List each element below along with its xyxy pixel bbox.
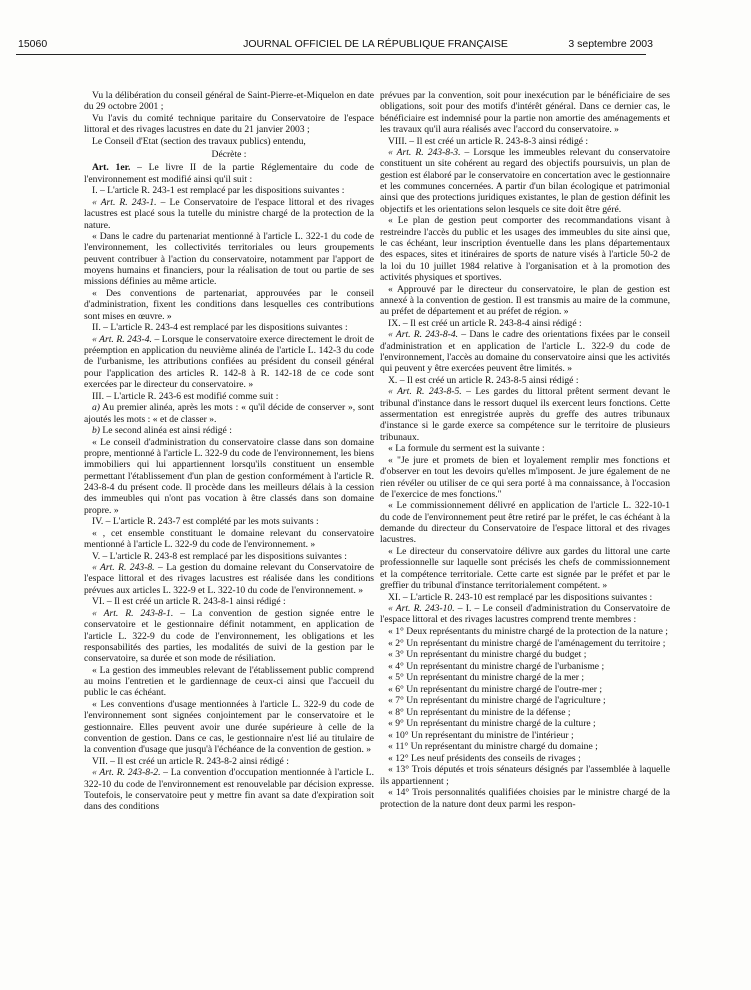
paragraph — [380, 284, 670, 318]
paragraph-text: – Dans le cadre des orientations fixées par le conseil d'administration et en application de l'article L. 322-9 du code de l'environnement, l'accès au domaine du conservatoire ainsi que les activités qui peuvent y être exercées peuvent être limités. » — [380, 329, 670, 375]
left-column — [84, 90, 374, 813]
paragraph — [380, 603, 670, 626]
paragraph — [84, 608, 374, 665]
paragraph — [84, 402, 374, 425]
paragraph — [380, 500, 670, 545]
paragraph-text: « 9° Un représentant du ministre chargé de la culture ; — [388, 718, 596, 730]
journal-title: JOURNAL OFFICIEL DE LA RÉPUBLIQUE FRANÇAISE — [243, 38, 508, 50]
paragraph-text: « 5° Un représentant du ministre chargé de la mer ; — [388, 672, 585, 684]
page-number: 15060 — [18, 38, 48, 50]
paragraph — [84, 551, 374, 562]
paragraph — [84, 425, 374, 436]
article-reference: b) — [92, 425, 100, 437]
paragraph — [380, 753, 670, 764]
paragraph — [380, 136, 670, 147]
paragraph — [380, 649, 670, 660]
publication-date: 3 septembre 2003 — [568, 38, 653, 50]
paragraph — [84, 437, 374, 516]
paragraph — [84, 767, 374, 812]
paragraph-text: – Le Conservatoire de l'espace littoral et des rivages lacustres est placé sous la tutelle du ministre chargé de la protection de la nature. — [84, 196, 374, 231]
paragraph — [380, 787, 670, 810]
paragraph-text: « 6° Un représentant du ministre chargé de l'outre-mer ; — [388, 683, 602, 695]
paragraph-text: « 14° Trois personnalités qualifiées choisies par le ministre chargé de la protection de la nature dont deux parmi les respon- — [380, 787, 670, 810]
paragraph — [380, 443, 670, 454]
paragraph — [380, 695, 670, 706]
paragraph-text: I. – L'article R. 243-1 est remplacé par les dispositions suivantes : — [92, 185, 345, 197]
paragraph — [84, 185, 374, 196]
paragraph — [380, 730, 670, 741]
paragraph-text: X. – Il est créé un article R. 243-8-5 ainsi rédigé : — [388, 374, 579, 386]
paragraph-text: – Le livre II de la partie Réglementaire du code de l'environnement est modifié ainsi qu'il suit : — [84, 162, 374, 185]
paragraph-text: XI. – L'article R. 243-10 est remplacé par les dispositions suivantes : — [388, 591, 653, 603]
paragraph — [380, 215, 670, 283]
paragraph-text: prévues par la convention, soit pour inexécution par le bénéficiaire de ses obligations, soit pour des motifs d'intérêt général. Dans ce dernier cas, le bénéficiaire est indemnisé pour la partie non amortie des aménagements et les travaux qu'il aura réalisés avec l'accord du conservatoire. » — [380, 90, 670, 136]
paragraph — [84, 288, 374, 322]
paragraph-text: VIII. – Il est créé un article R. 243-8-3 ainsi rédigé : — [388, 135, 589, 147]
paragraph — [84, 562, 374, 596]
paragraph-text: Vu la délibération du conseil général de Saint-Pierre-et-Miquelon en date du 29 octobre 2001 ; — [84, 90, 374, 113]
article-reference: « Art. R. 243-8. — [92, 562, 155, 574]
paragraph — [84, 197, 374, 231]
header-rule — [16, 54, 646, 55]
article-reference: a) — [92, 402, 100, 414]
paragraph-text: « Des conventions de partenariat, approuvées par le conseil d'administration, fixent les conditions dans lesquelles ces contributions sont mises en œuvre. » — [84, 287, 374, 322]
paragraph-text: « "Je jure et promets de bien et loyalement remplir mes fonctions et d'observer en tout les devoirs qu'elles m'imposent. Je jure également de ne rien révéler ou utiliser de ce qui sera porté à ma connaissance, à l'occasion de l'exercice de mes fonctions." — [380, 454, 670, 500]
paragraph — [380, 741, 670, 752]
paragraph-text: VI. – Il est créé un article R. 243-8-1 ainsi rédigé : — [92, 596, 286, 608]
paragraph — [84, 699, 374, 756]
paragraph-text: « 7° Un représentant du ministre chargé de l'agriculture ; — [388, 695, 606, 707]
paragraph-text: IX. – Il est créé un article R. 243-8-4 ainsi rédigé : — [388, 317, 582, 329]
paragraph-text: Le Conseil d'Etat (section des travaux publics) entendu, — [92, 135, 306, 147]
paragraph-text: – Lorsque le conservatoire exerce directement le droit de préemption en application du neuvième alinéa de l'article L. 142-3 du code de l'urbanisme, les attributions confiées au président du conseil général pour l'application des articles R. 142-8 à R. 142-18 de ce code sont exercées par le directeur du conservatoire. » — [84, 333, 374, 391]
paragraph — [380, 764, 670, 787]
paragraph-text: Décrète : — [211, 149, 247, 161]
paragraph-text: Le second alinéa est ainsi rédigé : — [100, 425, 232, 437]
paragraph-text: – Les gardes du littoral prêtent serment devant le tribunal d'instance dans le ressort duquel ils exercent leurs fonctions. Cette assermentation est enregistrée auprès du greffe des autres tribunaux d'instance si le garde exerce sa compétence sur le territoire de plusieurs tribunaux. — [380, 386, 670, 443]
paragraph — [84, 516, 374, 527]
paragraph-text: – La gestion du domaine relevant du Conservatoire de l'espace littoral et des rivages lacustres est réalisée dans les conditions prévues aux articles L. 322-9 et L. 322-10 du code de l'environnement. » — [84, 562, 374, 596]
paragraph-text: « Le plan de gestion peut comporter des recommandations visant à restreindre l'accès du public et les usages des immeubles du site ainsi que, le cas échéant, leur inscription éventuelle dans les plans départementaux des espaces, sites et itinéraires de sports de nature visés à l'article 50-2 de la loi du 10 juillet 1984 relative à l'organisation et à la promotion des activités physiques et sportives. — [380, 215, 670, 284]
paragraph — [84, 596, 374, 607]
paragraph-text: « La formule du serment est la suivante : — [388, 443, 545, 455]
paragraph — [84, 162, 374, 185]
paragraph-text: IV. – L'article R. 243-7 est complété par les mots suivants : — [92, 516, 319, 528]
article-reference: « Art. R. 243-8-1. — [92, 607, 174, 619]
right-column — [380, 90, 670, 810]
article-reference: « Art. R. 243-8-2. — [92, 767, 161, 779]
paragraph — [380, 718, 670, 729]
article-reference: « Art. R. 243-8-5. — [388, 386, 462, 398]
paragraph-text: Au premier alinéa, après les mots : « qu'il décide de conserver », sont ajoutés les mots : « et de classer ». — [84, 402, 374, 425]
paragraph-text: Vu l'avis du comité technique paritaire du Conservatoire de l'espace littoral et des rivages lacustres en date du 21 janvier 2003 ; — [84, 112, 374, 136]
paragraph — [84, 113, 374, 136]
paragraph-text: – Lorsque les immeubles relevant du conservatoire constituent un site cohérent au regard des objectifs poursuivis, un plan de gestion est élaboré par le conservatoire en concertation avec le gestionnaire et les communes concernées. A partir d'un bilan écologique et patrimonial ainsi que des protections juridiques existantes, le plan de gestion définit les objectifs et les orientations selon lesquels ce site doit être géré. — [380, 147, 670, 215]
paragraph-text: « 4° Un représentant du ministre chargé de l'urbanisme ; — [388, 660, 605, 672]
paragraph — [380, 90, 670, 135]
paragraph-text: – La convention de gestion signée entre le conservatoire et le gestionnaire définit notamment, en application de l'article L. 322-9 du code de l'environnement, les obligations et les responsabilités des parties, les modalités de suivi de la gestion par le conservatoire, sa durée et son mode de résiliation. — [84, 607, 374, 665]
paragraph-text: « Le directeur du conservatoire délivre aux gardes du littoral une carte professionnelle sur laquelle sont précisés les chefs de commissionnement et la compétence territoriale. Cette carte est signée par le préfet et par le greffier du tribunal d'instance territorialement compétent. » — [380, 546, 670, 592]
paragraph-text: « 3° Un représentant du ministre chargé du budget ; — [388, 649, 587, 661]
article-reference: « Art. R. 243-8-3. — [388, 147, 461, 159]
paragraph — [380, 147, 670, 215]
paragraph-text: « 8° Un représentant du ministre de la défense ; — [388, 706, 571, 718]
paragraph-text: II. – L'article R. 243-4 est remplacé par les dispositions suivantes : — [92, 322, 348, 334]
paragraph — [380, 684, 670, 695]
paragraph — [380, 626, 670, 637]
paragraph-text: « 10° Un représentant du ministre de l'intérieur ; — [388, 729, 574, 741]
paragraph — [380, 707, 670, 718]
paragraph — [380, 661, 670, 672]
article-number: Art. 1er. — [92, 162, 131, 174]
paragraph-text: « 12° Les neuf présidents des conseils de rivages ; — [388, 752, 581, 764]
paragraph — [84, 231, 374, 288]
paragraph-text: « Le commissionnement délivré en application de l'article L. 322-10-1 du code de l'environnement peut être retiré par le préfet, le cas échéant à la demande du directeur du Conservatoire de l'espace littoral et des rivages lacustres. — [380, 500, 670, 546]
paragraph — [84, 391, 374, 402]
paragraph — [84, 334, 374, 391]
paragraph-text: « 2° Un représentant du ministre chargé de l'aménagement du territoire ; — [388, 637, 666, 649]
paragraph-text: « 13° Trois députés et trois sénateurs désignés par l'assemblée à laquelle ils appartiennent ; — [380, 764, 670, 787]
paragraph-text: « La gestion des immeubles relevant de l'établissement public comprend au moins l'entretien et le gardiennage de ceux-ci ainsi que l'accueil du public le cas échéant. — [84, 664, 374, 699]
paragraph — [380, 638, 670, 649]
paragraph — [380, 386, 670, 443]
paragraph — [84, 322, 374, 333]
paragraph-text: VII. – Il est créé un article R. 243-8-2 ainsi rédigé : — [92, 755, 289, 767]
paragraph-text: « Le conseil d'administration du conservatoire classe dans son domaine propre, mentionné à l'article L. 322-9 du code de l'environnement, les biens immobiliers qui lui appartiennent lorsqu'ils constituent un ensemble permettant l'établissement d'un plan de gestion conformément à l'article R. 243-8-4 du présent code. Il procède dans les meilleurs délais à la cession des immeubles qui n'ont pas vocation à être classés dans son domaine propre. » — [84, 436, 374, 516]
paragraph — [84, 528, 374, 551]
paragraph — [380, 455, 670, 500]
page-header — [0, 38, 751, 54]
decree-heading — [84, 149, 374, 160]
paragraph-text: « 1° Deux représentants du ministre chargé de la protection de la nature ; — [388, 625, 668, 637]
paragraph — [380, 329, 670, 374]
paragraph — [84, 90, 374, 113]
paragraph-text: « Dans le cadre du partenariat mentionné à l'article L. 322-1 du code de l'environnement, les collectivités territoriales ou leurs groupements peuvent contribuer à l'action du conservatoire, notamment par l'apport de moyens humains et financiers, pour la réalisation de tout ou partie de ses missions définies au même article. — [84, 231, 374, 288]
paragraph-text: « , cet ensemble constituant le domaine relevant du conservatoire mentionné à l'article L. 322-9 du code de l'environnement. » — [84, 527, 374, 551]
paragraph-text: V. – L'article R. 243-8 est remplacé par les dispositions suivantes : — [92, 550, 347, 562]
article-reference: « Art. R. 243-1. — [92, 196, 157, 208]
article-reference: « Art. R. 243-8-4. — [388, 329, 459, 341]
paragraph — [380, 375, 670, 386]
paragraph — [380, 672, 670, 683]
article-reference: « Art. R. 243-4. — [92, 333, 152, 345]
paragraph-text: – La convention d'occupation mentionnée à l'article L. 322-10 du code de l'environnement est renouvelable par décision expresse. Toutefois, le conservatoire peut y mettre fin avant sa date d'expiration soit dans des conditions — [84, 767, 374, 813]
paragraph-text: III. – L'article R. 243-6 est modifié comme suit : — [92, 390, 279, 402]
paragraph — [380, 318, 670, 329]
paragraph — [84, 756, 374, 767]
paragraph-text: « Approuvé par le directeur du conservatoire, le plan de gestion est annexé à la convention de gestion. Il est transmis au maire de la commune, au préfet de département et au préfet de région. » — [380, 283, 670, 318]
article-reference: « Art. R. 243-10. — [388, 603, 455, 615]
paragraph-text: « 11° Un représentant du ministre chargé du domaine ; — [388, 741, 598, 753]
paragraph — [84, 136, 374, 147]
paragraph-text: « Les conventions d'usage mentionnées à l'article L. 322-9 du code de l'environnement sont signées conjointement par le conservatoire et le gestionnaire. Elles peuvent avoir une durée supérieure à celle de la convention de gestion. Dans ce cas, le gestionnaire n'est lié au titulaire de la convention d'usage que jusqu'à l'échéance de la convention de gestion. » — [84, 698, 374, 756]
paragraph — [380, 546, 670, 591]
paragraph — [380, 592, 670, 603]
paragraph — [84, 665, 374, 699]
paragraph-text: – I. – Le conseil d'administration du Conservatoire de l'espace littoral et des rivages lacustres comprend trente membres : — [380, 603, 670, 626]
